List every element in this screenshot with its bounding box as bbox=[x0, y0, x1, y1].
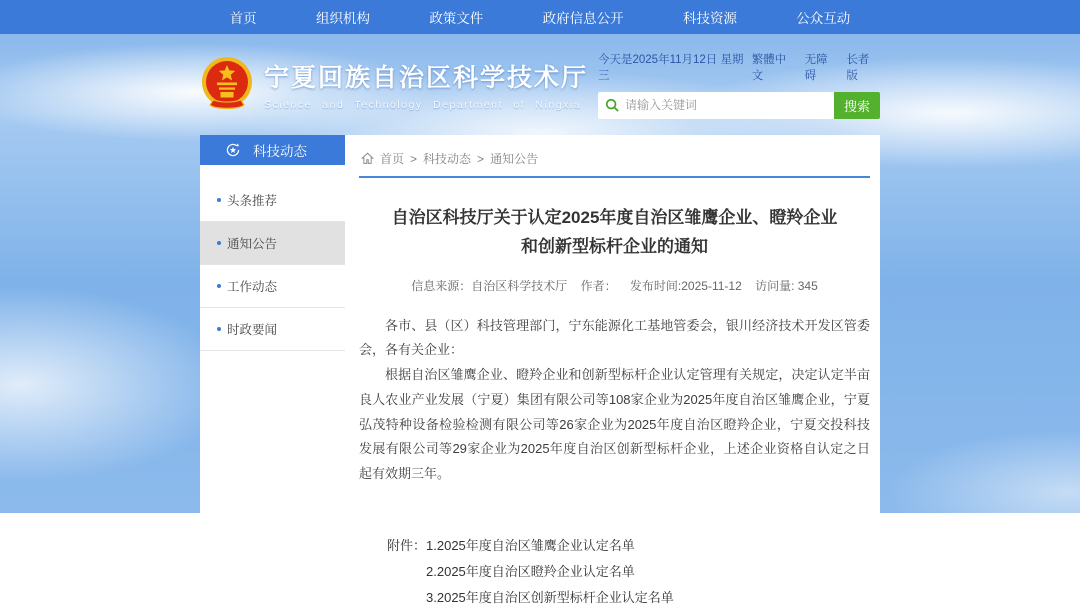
breadcrumb-separator: > bbox=[410, 151, 418, 166]
sidebar-item-work-updates[interactable] bbox=[200, 265, 345, 308]
home-icon bbox=[361, 152, 374, 165]
meta-publish-date: 发布时间:2025-11-12 bbox=[629, 278, 742, 293]
tech-news-section-icon bbox=[224, 141, 242, 159]
attachment-link-2[interactable]: 2.2025年度自治区瞪羚企业认定名单 bbox=[426, 563, 635, 579]
header-right-panel bbox=[598, 51, 880, 119]
breadcrumb bbox=[359, 135, 870, 178]
meta-view-count: 访问量: 345 bbox=[755, 278, 818, 293]
sidebar-header bbox=[200, 135, 345, 165]
link-traditional-chinese[interactable]: 繁體中文 bbox=[751, 53, 787, 82]
content-area bbox=[345, 135, 880, 605]
nav-item-organization[interactable]: 组织机构 bbox=[315, 11, 370, 26]
sidebar-item-headlines[interactable] bbox=[200, 179, 345, 222]
bullet-icon bbox=[217, 327, 221, 331]
article-meta bbox=[359, 277, 870, 294]
article-title bbox=[359, 204, 870, 262]
attachment-link-1[interactable]: 1.2025年度自治区雏鹰企业认定名单 bbox=[426, 537, 635, 553]
article-body bbox=[359, 314, 870, 487]
sidebar-item-label: 工作动态 bbox=[227, 280, 278, 294]
bullet-icon bbox=[217, 284, 221, 288]
sidebar-title: 科技动态 bbox=[253, 144, 307, 159]
nav-item-home[interactable]: 首页 bbox=[229, 11, 257, 26]
site-subtitle: Science and Technology Department of Ningxia bbox=[264, 99, 582, 111]
link-accessibility[interactable]: 无障碍 bbox=[804, 53, 828, 82]
article-paragraph: 各市、县（区）科技管理部门，宁东能源化工基地管委会，银川经济技术开发区管委会，各有关企业： bbox=[359, 317, 870, 358]
breadcrumb-home[interactable]: 首页 bbox=[380, 152, 405, 166]
site-logo-link[interactable] bbox=[200, 56, 588, 113]
breadcrumb-notices[interactable]: 通知公告 bbox=[490, 152, 539, 166]
bullet-icon bbox=[217, 241, 221, 245]
search-button[interactable]: 搜索 bbox=[834, 92, 880, 119]
sidebar-item-current-politics[interactable] bbox=[200, 308, 345, 351]
search-box bbox=[598, 92, 834, 119]
breadcrumb-tech-news[interactable]: 科技动态 bbox=[423, 152, 472, 166]
meta-author: 作者： bbox=[580, 278, 617, 293]
sidebar-item-notices[interactable] bbox=[200, 222, 345, 265]
search-icon bbox=[605, 98, 619, 112]
nav-item-gov-info-disclosure[interactable]: 政府信息公开 bbox=[542, 11, 624, 26]
sidebar bbox=[200, 135, 345, 513]
link-elderly-version[interactable]: 长者版 bbox=[846, 53, 870, 82]
sidebar-item-label: 头条推荐 bbox=[227, 194, 278, 208]
site-header bbox=[0, 34, 1080, 135]
today-date-text: 今天是2025年11月12日 星期三 bbox=[598, 53, 744, 82]
national-emblem-icon bbox=[200, 56, 254, 113]
sidebar-item-label: 通知公告 bbox=[227, 237, 278, 251]
search-input[interactable] bbox=[625, 98, 827, 112]
site-title: 宁夏回族自治区科学技术厅 bbox=[264, 64, 589, 92]
main-panel bbox=[200, 135, 880, 605]
nav-item-policy-documents[interactable]: 政策文件 bbox=[429, 11, 484, 26]
nav-item-tech-resources[interactable]: 科技资源 bbox=[682, 11, 737, 26]
attachments-block bbox=[387, 533, 870, 611]
meta-source: 信息来源：自治区科学技术厅 bbox=[411, 278, 568, 293]
attachments-label: 附件： bbox=[387, 537, 427, 553]
nav-item-public-interaction[interactable]: 公众互动 bbox=[796, 11, 851, 26]
attachment-link-3[interactable]: 3.2025年度自治区创新型标杆企业认定名单 bbox=[426, 589, 674, 605]
article-paragraph: 根据自治区雏鹰企业、瞪羚企业和创新型标杆企业认定管理有关规定，决定认定半亩良人农业产业发展（宁夏）集团有限公司等108家企业为2025年度自治区雏鹰企业，宁夏弘茂特种设备检验检测有限公司等26家企业为2025年度自治区瞪羚企业，宁夏交投科技发展有限公司等29家企业为2025年度自治区创新型标杆企业，上述企业资格自认定之日起有效期三年。 bbox=[359, 367, 870, 481]
sidebar-item-label: 时政要闻 bbox=[227, 323, 278, 337]
article-title-line2: 和创新型标杆企业的通知 bbox=[521, 236, 708, 256]
article-title-line1: 自治区科技厅关于认定2025年度自治区雏鹰企业、瞪羚企业 bbox=[391, 208, 838, 227]
bullet-icon bbox=[217, 198, 221, 202]
breadcrumb-separator: > bbox=[477, 151, 485, 166]
top-navigation-bar bbox=[0, 0, 1080, 34]
